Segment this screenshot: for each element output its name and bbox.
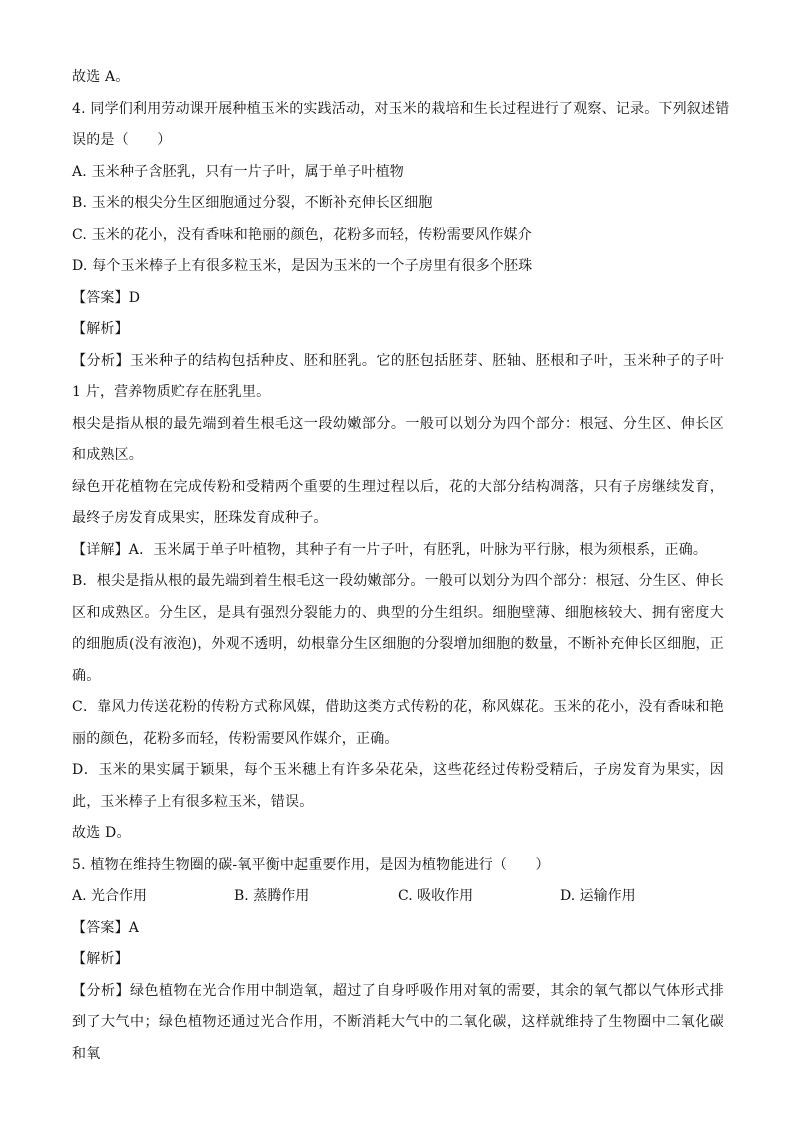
q5-options [72,881,724,913]
q4-analysis-1: 【分析】玉米种子的结构包括种皮、胚和胚乳。它的胚包括胚芽、胚轴、胚根和子叶，玉米种子的子叶 1 片，营养物质贮存在胚乳里。 [72,352,724,400]
q4-analysis-3: 绿色开花植物在完成传粉和受精两个重要的生理过程以后，花的大部分结构凋落，只有子房继续发育，最终子房发育成果实，胚珠发育成种子。 [72,478,724,526]
q4-detail-b: B．根尖是指从根的最先端到着生根毛这一段幼嫩部分。一般可以划分为四个部分：根冠、分生区、伸长区和成熟区。分生区，是具有强烈分裂能力的、典型的分生组织。细胞壁薄、细胞核较大、拥有密度大的细胞质(没有液泡)，外观不透明，幼根靠分生区细胞的分裂增加细胞的数量，不断补充伸长区细胞，正确。 [72,573,724,684]
q4-option-c: C. 玉米的花小，没有香味和艳丽的颜色，花粉多而轻，传粉需要风作媒介 [72,226,532,243]
q5-stem: 5. 植物在维持生物圈的碳-氧平衡中起重要作用，是因为植物能进行（ ） [72,856,550,873]
q4-conclusion: 故选 D。 [72,825,131,841]
q4-jiexi-heading: 【解析】 [72,321,129,337]
document-page [72,62,730,1070]
prev-conclusion: 故选 A。 [72,69,130,85]
q4-stem-line1: 4. 同学们利用劳动课开展种植玉米的实践活动，对玉米的栽培和生长过程进行了观察、记录。下列叙述错 [72,100,730,117]
q5-jiexi-heading: 【解析】 [72,951,129,967]
q4-option-d: D. 每个玉米棒子上有很多粒玉米，是因为玉米的一个子房里有很多个胚珠 [72,258,533,274]
q5-option-a: A. 光合作用 [72,888,148,904]
q4-detail-d: D．玉米的果实属于颖果，每个玉米穗上有许多朵花朵，这些花经过传粉受精后，子房发育为果实，因此，玉米棒子上有很多粒玉米，错误。 [72,762,724,810]
q4-option-b: B. 玉米的根尖分生区细胞通过分裂，不断补充伸长区细胞 [72,195,433,211]
q5-answer: 【答案】A [72,919,140,936]
q4-analysis-2: 根尖是指从根的最先端到着生根毛这一段幼嫩部分。一般可以划分为四个部分：根冠、分生区、伸长区和成熟区。 [72,415,724,463]
q4-stem-line2: 误的是（ ） [72,132,172,148]
q4-detail-c: C．靠风力传送花粉的传粉方式称风媒，借助这类方式传粉的花，称风媒花。玉米的花小，没有香味和艳丽的颜色，花粉多而轻，传粉需要风作媒介，正确。 [72,699,724,747]
q5-analysis: 【分析】绿色植物在光合作用中制造氧，超过了自身呼吸作用对氧的需要，其余的氧气都以气体形式排到了大气中；绿色植物还通过光合作用，不断消耗大气中的二氧化碳，这样就维持了生物圈中二氧化碳和氧 [72,982,724,1062]
q5-option-d: D. 运输作用 [560,888,636,904]
q5-option-c: C. 吸收作用 [398,888,474,904]
q4-option-a: A. 玉米种子含胚乳，只有一片子叶，属于单子叶植物 [72,163,405,180]
q4-detail-a: 【详解】A．玉米属于单子叶植物，其种子有一片子叶，有胚乳，叶脉为平行脉，根为须根系，正确。 [72,541,708,558]
q4-answer: 【答案】D [72,289,141,306]
q5-option-b: B. 蒸腾作用 [234,888,310,904]
